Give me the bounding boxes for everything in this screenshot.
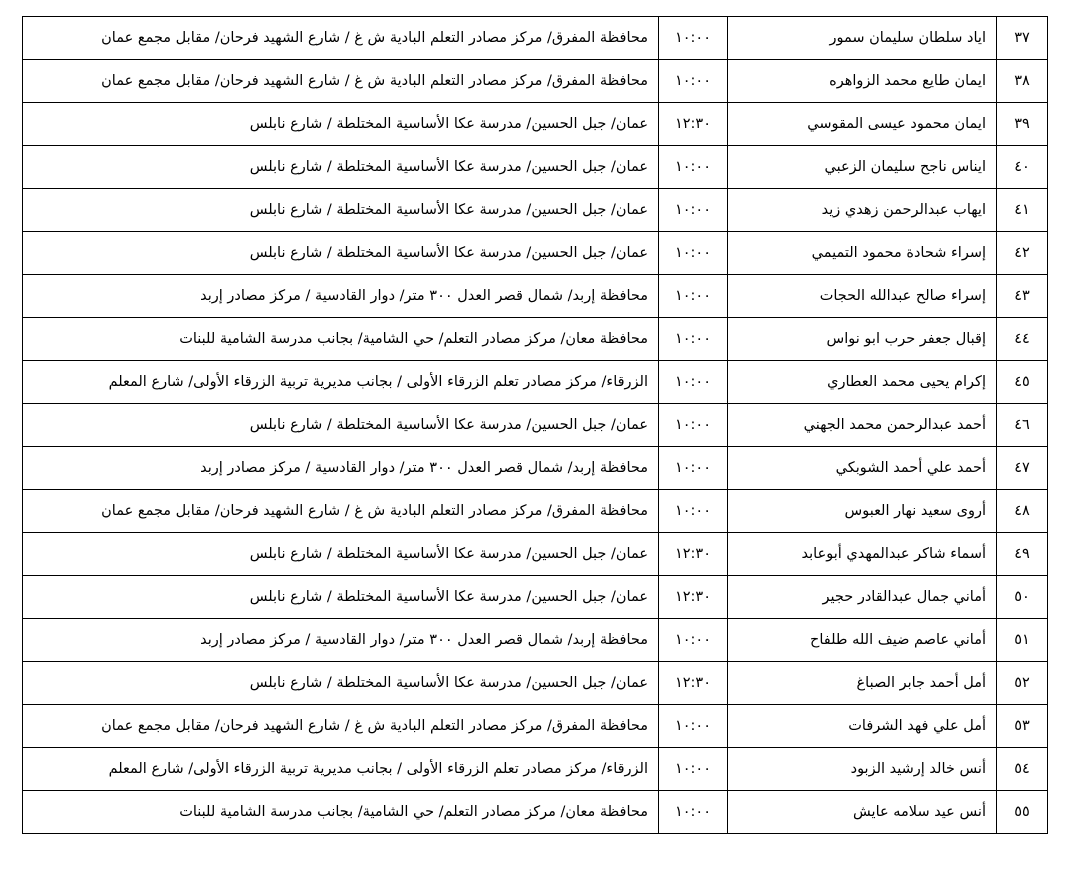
table-row bbox=[23, 791, 1048, 834]
table-row bbox=[23, 404, 1048, 447]
exam-location: عمان/ جبل الحسين/ مدرسة عكا الأساسية المختلطة / شارع نابلس bbox=[23, 662, 659, 705]
row-number: ٥٤ bbox=[997, 748, 1048, 791]
person-name: ايمان محمود عيسى المقوسي bbox=[728, 103, 997, 146]
exam-location: عمان/ جبل الحسين/ مدرسة عكا الأساسية المختلطة / شارع نابلس bbox=[23, 232, 659, 275]
person-name: ايناس ناجح سليمان الزعبي bbox=[728, 146, 997, 189]
table-row bbox=[23, 17, 1048, 60]
person-name: إكرام يحيى محمد العطاري bbox=[728, 361, 997, 404]
session-time: ١٢:٣٠ bbox=[659, 576, 728, 619]
exam-location: محافظة معان/ مركز مصادر التعلم/ حي الشامية/ بجانب مدرسة الشامية للبنات bbox=[23, 791, 659, 834]
session-time: ١٠:٠٠ bbox=[659, 490, 728, 533]
exam-location: محافظة المفرق/ مركز مصادر التعلم البادية ش غ / شارع الشهيد فرحان/ مقابل مجمع عمان bbox=[23, 17, 659, 60]
session-time: ١٠:٠٠ bbox=[659, 705, 728, 748]
table-row bbox=[23, 318, 1048, 361]
session-time: ١٠:٠٠ bbox=[659, 17, 728, 60]
row-number: ٤٨ bbox=[997, 490, 1048, 533]
person-name: ايمان طايع محمد الزواهره bbox=[728, 60, 997, 103]
table-row bbox=[23, 705, 1048, 748]
table-row bbox=[23, 748, 1048, 791]
exam-location: عمان/ جبل الحسين/ مدرسة عكا الأساسية المختلطة / شارع نابلس bbox=[23, 146, 659, 189]
exam-location: محافظة إربد/ شمال قصر العدل ٣٠٠ متر/ دوار القادسية / مركز مصادر إربد bbox=[23, 275, 659, 318]
row-number: ٤٧ bbox=[997, 447, 1048, 490]
session-time: ١٢:٣٠ bbox=[659, 662, 728, 705]
row-number: ٣٨ bbox=[997, 60, 1048, 103]
table-row bbox=[23, 232, 1048, 275]
person-name: أحمد عبدالرحمن محمد الجهني bbox=[728, 404, 997, 447]
session-time: ١٠:٠٠ bbox=[659, 60, 728, 103]
table-row bbox=[23, 189, 1048, 232]
session-time: ١٠:٠٠ bbox=[659, 361, 728, 404]
exam-location: عمان/ جبل الحسين/ مدرسة عكا الأساسية المختلطة / شارع نابلس bbox=[23, 189, 659, 232]
exam-location: محافظة المفرق/ مركز مصادر التعلم البادية ش غ / شارع الشهيد فرحان/ مقابل مجمع عمان bbox=[23, 490, 659, 533]
session-time: ١٠:٠٠ bbox=[659, 189, 728, 232]
person-name: ايهاب عبدالرحمن زهدي زيد bbox=[728, 189, 997, 232]
table-row bbox=[23, 662, 1048, 705]
person-name: إسراء شحادة محمود التميمي bbox=[728, 232, 997, 275]
row-number: ٤٣ bbox=[997, 275, 1048, 318]
session-time: ١٠:٠٠ bbox=[659, 748, 728, 791]
person-name: إقبال جعفر حرب ابو نواس bbox=[728, 318, 997, 361]
session-time: ١٠:٠٠ bbox=[659, 232, 728, 275]
table-row bbox=[23, 275, 1048, 318]
row-number: ٥٥ bbox=[997, 791, 1048, 834]
row-number: ٤١ bbox=[997, 189, 1048, 232]
person-name: أنس عيد سلامه عايش bbox=[728, 791, 997, 834]
row-number: ٣٩ bbox=[997, 103, 1048, 146]
exam-location: عمان/ جبل الحسين/ مدرسة عكا الأساسية المختلطة / شارع نابلس bbox=[23, 404, 659, 447]
person-name: اياد سلطان سليمان سمور bbox=[728, 17, 997, 60]
row-number: ٣٧ bbox=[997, 17, 1048, 60]
row-number: ٤٠ bbox=[997, 146, 1048, 189]
session-time: ١٠:٠٠ bbox=[659, 619, 728, 662]
table-row bbox=[23, 60, 1048, 103]
candidates-table bbox=[22, 16, 1048, 834]
exam-location: محافظة إربد/ شمال قصر العدل ٣٠٠ متر/ دوار القادسية / مركز مصادر إربد bbox=[23, 447, 659, 490]
session-time: ١٠:٠٠ bbox=[659, 791, 728, 834]
person-name: أحمد علي أحمد الشوبكي bbox=[728, 447, 997, 490]
person-name: أمل أحمد جابر الصباغ bbox=[728, 662, 997, 705]
row-number: ٥٠ bbox=[997, 576, 1048, 619]
person-name: إسراء صالح عبدالله الحجات bbox=[728, 275, 997, 318]
table-row bbox=[23, 619, 1048, 662]
exam-location: محافظة معان/ مركز مصادر التعلم/ حي الشامية/ بجانب مدرسة الشامية للبنات bbox=[23, 318, 659, 361]
row-number: ٤٩ bbox=[997, 533, 1048, 576]
session-time: ١٠:٠٠ bbox=[659, 447, 728, 490]
row-number: ٤٥ bbox=[997, 361, 1048, 404]
table-row bbox=[23, 146, 1048, 189]
table-row bbox=[23, 447, 1048, 490]
row-number: ٤٦ bbox=[997, 404, 1048, 447]
person-name: أمل علي فهد الشرفات bbox=[728, 705, 997, 748]
row-number: ٤٤ bbox=[997, 318, 1048, 361]
exam-location: الزرقاء/ مركز مصادر تعلم الزرقاء الأولى / بجانب مديرية تربية الزرقاء الأولى/ شارع المعلم bbox=[23, 361, 659, 404]
row-number: ٥١ bbox=[997, 619, 1048, 662]
table-row bbox=[23, 533, 1048, 576]
exam-location: عمان/ جبل الحسين/ مدرسة عكا الأساسية المختلطة / شارع نابلس bbox=[23, 576, 659, 619]
exam-location: محافظة إربد/ شمال قصر العدل ٣٠٠ متر/ دوار القادسية / مركز مصادر إربد bbox=[23, 619, 659, 662]
person-name: أماني جمال عبدالقادر حجير bbox=[728, 576, 997, 619]
exam-location: عمان/ جبل الحسين/ مدرسة عكا الأساسية المختلطة / شارع نابلس bbox=[23, 103, 659, 146]
table-row bbox=[23, 576, 1048, 619]
table-body bbox=[23, 17, 1048, 834]
person-name: أروى سعيد نهار العبوس bbox=[728, 490, 997, 533]
exam-location: محافظة المفرق/ مركز مصادر التعلم البادية ش غ / شارع الشهيد فرحان/ مقابل مجمع عمان bbox=[23, 705, 659, 748]
table-row bbox=[23, 361, 1048, 404]
session-time: ١٠:٠٠ bbox=[659, 146, 728, 189]
row-number: ٥٢ bbox=[997, 662, 1048, 705]
session-time: ١٢:٣٠ bbox=[659, 533, 728, 576]
row-number: ٥٣ bbox=[997, 705, 1048, 748]
person-name: أماني عاصم ضيف الله طلفاح bbox=[728, 619, 997, 662]
exam-location: محافظة المفرق/ مركز مصادر التعلم البادية ش غ / شارع الشهيد فرحان/ مقابل مجمع عمان bbox=[23, 60, 659, 103]
person-name: أسماء شاكر عبدالمهدي أبوعابد bbox=[728, 533, 997, 576]
session-time: ١٢:٣٠ bbox=[659, 103, 728, 146]
row-number: ٤٢ bbox=[997, 232, 1048, 275]
session-time: ١٠:٠٠ bbox=[659, 318, 728, 361]
session-time: ١٠:٠٠ bbox=[659, 404, 728, 447]
exam-location: عمان/ جبل الحسين/ مدرسة عكا الأساسية المختلطة / شارع نابلس bbox=[23, 533, 659, 576]
table-row bbox=[23, 490, 1048, 533]
table-row bbox=[23, 103, 1048, 146]
session-time: ١٠:٠٠ bbox=[659, 275, 728, 318]
exam-location: الزرقاء/ مركز مصادر تعلم الزرقاء الأولى / بجانب مديرية تربية الزرقاء الأولى/ شارع المعلم bbox=[23, 748, 659, 791]
person-name: أنس خالد إرشيد الزبود bbox=[728, 748, 997, 791]
